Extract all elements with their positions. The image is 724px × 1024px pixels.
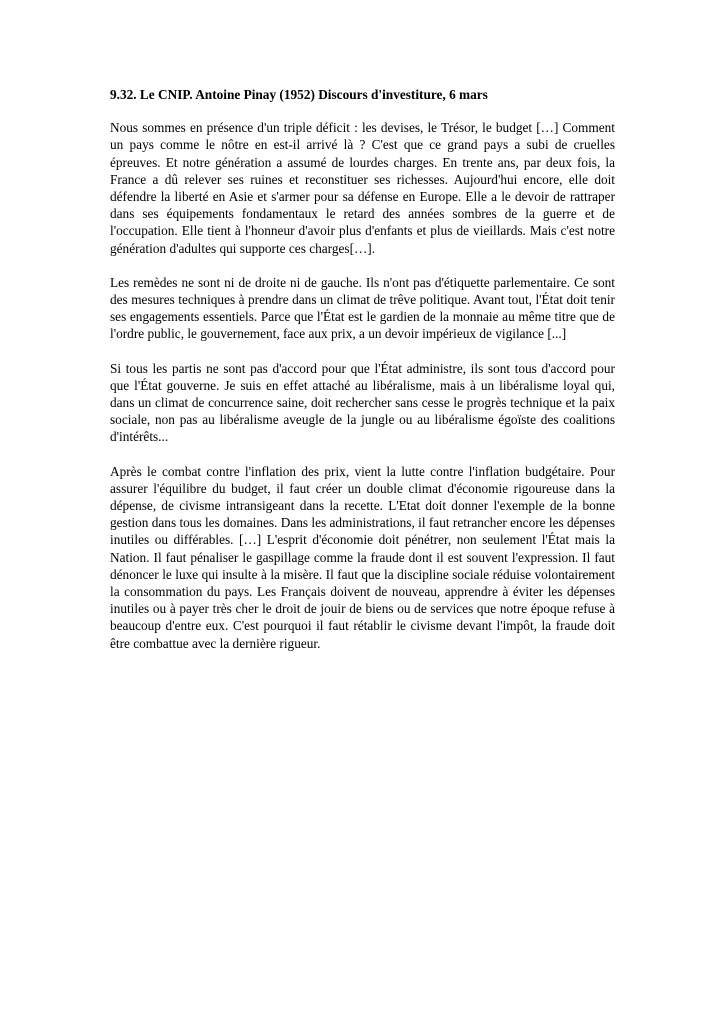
document-page [110,86,615,669]
paragraph-3: Si tous les partis ne sont pas d'accord pour que l'État administre, ils sont tous d'accord pour que l'État gouverne. Je suis en effet attaché au libéralisme, mais à un libéralisme loyal qui, dans un climat de concurrence saine, doit rechercher sans cesse le progrès technique et la paix sociale, non pas au libéralisme aveugle de la jungle ou au libéralisme égoïste des coalitions d'intérêts... [110,360,615,445]
paragraph-1: Nous sommes en présence d'un triple déficit : les devises, le Trésor, le budget […] Comment un pays comme le nôtre en est-il arrivé là ? C'est que ce grand pays a subi de cruelles épreuves. Et notre génération a assumé de lourdes charges. En trente ans, par deux fois, la France a dû relever ses ruines et reconstituer ses richesses. Aujourd'hui encore, elle doit défendre la liberté en Asie et s'armer pour sa défense en Europe. Elle a le devoir de rattraper dans ses équipements fondamentaux le retard des années sombres de la guerre et de l'occupation. Elle tient à l'honneur d'avoir plus d'enfants et plus de vieillards. Mais c'est notre génération d'adultes qui supporte ces charges[…]. [110,120,615,256]
document-title: 9.32. Le CNIP. Antoine Pinay (1952) Discours d'investiture, 6 mars [110,87,488,102]
paragraph-4: Après le combat contre l'inflation des prix, vient la lutte contre l'inflation budgétaire. Pour assurer l'équilibre du budget, il faut créer un double climat d'économie rigoureuse dans la dépense, de civisme intransigeant dans la recette. L'Etat doit donner l'exemple de la bonne gestion dans tous les domaines. Dans les administrations, il faut retrancher encore les dépenses inutiles ou différables. […] L'esprit d'économie doit pénétrer, non seulement l'État mais la Nation. Il faut pénaliser le gaspillage comme la fraude dont il est souvent l'expression. Il faut dénoncer le luxe qui insulte à la misère. Il faut que la discipline sociale réduise volontairement la consommation du pays. Les Français doivent de nouveau, apprendre à éviter les dépenses inutiles ou à payer très cher le droit de jouir de biens ou de services que notre époque refuse à beaucoup d'entre eux. C'est pourquoi il faut rétablir le civisme devant l'impôt, la fraude doit être combattue avec la dernière rigueur. [110,463,615,651]
paragraph-2: Les remèdes ne sont ni de droite ni de gauche. Ils n'ont pas d'étiquette parlementaire. Ce sont des mesures techniques à prendre dans un climat de trêve politique. Avant tout, l'État doit tenir ses engagements essentiels. Parce que l'État est le gardien de la monnaie au même titre que de l'ordre public, le gouvernement, face aux prix, a un devoir impérieux de vigilance [...] [110,274,615,342]
